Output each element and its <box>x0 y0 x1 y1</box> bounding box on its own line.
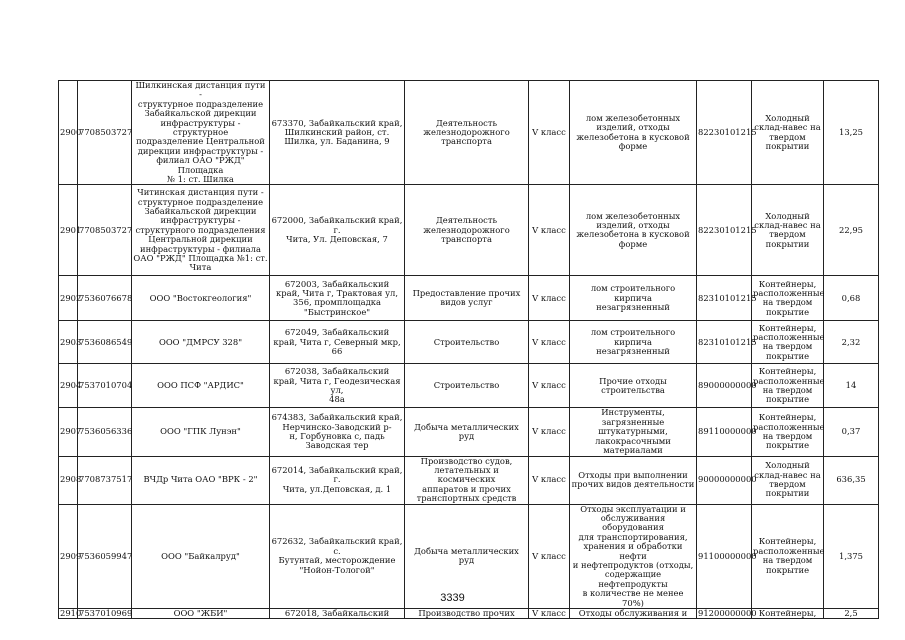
inn-cell: 7536059947 <box>78 504 132 608</box>
organization-cell: ООО ПСФ "АРДИС" <box>132 364 270 408</box>
amount-cell: 1,375 <box>824 504 879 608</box>
activity-cell: Предоставление прочих видов услуг <box>405 276 529 321</box>
storage-cell: Контейнеры, расположенные на твердом покрытие <box>752 321 824 364</box>
activity-cell: Строительство <box>405 321 529 364</box>
waste-code-cell: 82310101215 <box>697 321 752 364</box>
waste-code-cell: 90000000000 <box>697 456 752 504</box>
table-row <box>59 185 879 276</box>
storage-cell: Контейнеры, расположенные на твердом покрытие <box>752 276 824 321</box>
address-cell: 674383, Забайкальский край, Нерчинско-Заводский р- н, Горбуновка с, падь Заводская тер <box>270 408 405 456</box>
row-number: 2901 <box>59 185 78 276</box>
amount-cell: 22,95 <box>824 185 879 276</box>
organization-cell: ООО "ДМРСУ 328" <box>132 321 270 364</box>
storage-cell: Холодный склад-навес на твердом покрытии <box>752 456 824 504</box>
inn-cell: 7536056336 <box>78 408 132 456</box>
amount-cell: 14 <box>824 364 879 408</box>
hazard-class-cell: V класс <box>529 364 570 408</box>
hazard-class-cell: V класс <box>529 456 570 504</box>
table-row <box>59 276 879 321</box>
storage-cell: Контейнеры, <box>752 609 824 619</box>
activity-cell: Производство судов, летательных и космических аппаратов и прочих транспортных средств <box>405 456 529 504</box>
hazard-class-cell: V класс <box>529 504 570 608</box>
row-number: 2903 <box>59 321 78 364</box>
waste-code-cell: 82230101215 <box>697 81 752 185</box>
inn-cell: 7537010969 <box>79 608 133 618</box>
table-row <box>59 456 879 504</box>
activity-cell: Производство прочих <box>405 609 529 619</box>
storage-cell: Контейнеры, расположенные на твердом покрытие <box>752 364 824 408</box>
row-number: 2907 <box>59 408 78 456</box>
address-cell: 672014, Забайкальский край, г. Чита, ул.Деповская, д. 1 <box>270 456 405 504</box>
hazard-class-cell: V класс <box>529 408 570 456</box>
organization-cell: ООО "Востокгеология" <box>132 276 270 321</box>
table-row <box>59 408 879 456</box>
amount-cell: 2,32 <box>824 321 879 364</box>
inn-cell: 7536076678 <box>78 276 132 321</box>
organization-cell: Шилкинская дистанция пути - структурное подразделение Забайкальской дирекции инфраструктуры - структурное подразделение Центральной дирекции инфраструктуры - филиал ОАО "РЖД" Площадка № 1: ст. Шилка <box>132 81 270 185</box>
address-cell: 672003, Забайкальский край, Чита г, Трактовая ул, 356, промплощадка "Быстринское" <box>270 276 405 321</box>
waste-type-cell: лом железобетонных изделий, отходы железобетона в кусковой форме <box>570 81 697 185</box>
table-row <box>59 321 879 364</box>
amount-cell: 636,35 <box>824 456 879 504</box>
waste-code-cell: 82230101215 <box>697 185 752 276</box>
row-number: 2904 <box>59 364 78 408</box>
table-row <box>59 81 879 185</box>
organization-cell: ООО "Байкалруд" <box>132 504 270 608</box>
waste-type-cell: Отходы эксплуатации и обслуживания оборудования для транспортирования, хранения и обработки нефти и нефтепродуктов (отходы, содержащие нефтепродукты в количестве не менее 70%) <box>570 504 697 608</box>
row-number: 2902 <box>59 276 78 321</box>
row-number: 2909 <box>59 504 78 608</box>
hazard-class-cell: V класс <box>529 321 570 364</box>
address-cell: 672049, Забайкальский край, Чита г, Северный мкр, 66 <box>270 321 405 364</box>
address-cell: 672038, Забайкальский край, Чита г, Геодезическая ул, 48а <box>270 364 405 408</box>
row-number: 2900 <box>59 81 78 185</box>
waste-code-cell: 89110000000 <box>697 408 752 456</box>
storage-cell: Контейнеры, расположенные на твердом покрытие <box>752 408 824 456</box>
waste-code-cell: 89000000000 <box>697 364 752 408</box>
organization-cell: Читинская дистанция пути - структурное подразделение Забайкальской дирекции инфраструктуры - структурного подразделения Центральной дирекции инфраструктуры - филиала ОАО "РЖД" Площадка №1: ст. Чита <box>132 185 270 276</box>
waste-code-cell: 91200000000 <box>698 608 757 618</box>
hazard-class-cell: V класс <box>529 276 570 321</box>
waste-code-cell: 91100000000 <box>697 504 752 608</box>
organization-cell: ООО "ЖБИ" <box>132 609 270 619</box>
register-table <box>58 80 879 619</box>
activity-cell: Деятельность железнодорожного транспорта <box>405 81 529 185</box>
storage-cell: Холодный склад-навес на твердом покрытии <box>752 185 824 276</box>
activity-cell: Деятельность железнодорожного транспорта <box>405 185 529 276</box>
inn-cell: 7708503727 <box>78 185 132 276</box>
address-cell: 672000, Забайкальский край, г. Чита, Ул. Деповская, 7 <box>270 185 405 276</box>
waste-type-cell: Отходы при выполнении прочих видов деятельности <box>570 456 697 504</box>
activity-cell: Добыча металлических руд <box>405 504 529 608</box>
organization-cell: ВЧДр Чита ОАО "ВРК - 2" <box>132 456 270 504</box>
waste-type-cell: лом строительного кирпича незагрязненный <box>570 276 697 321</box>
hazard-class-cell: V класс <box>529 81 570 185</box>
amount-cell: 0,68 <box>824 276 879 321</box>
storage-cell: Контейнеры, расположенные на твердом покрытие <box>752 504 824 608</box>
activity-cell: Добыча металлических руд <box>405 408 529 456</box>
row-number: 2908 <box>59 456 78 504</box>
waste-type-cell: лом железобетонных изделий, отходы железобетона в кусковой форме <box>570 185 697 276</box>
address-cell: 673370, Забайкальский край, Шилкинский район, ст. Шилка, ул. Баданина, 9 <box>270 81 405 185</box>
waste-type-cell: Инструменты, загрязненные штукатурными, лакокрасочными материалами <box>570 408 697 456</box>
hazard-class-cell: V класс <box>529 609 570 619</box>
waste-type-cell: лом строительного кирпича незагрязненный <box>570 321 697 364</box>
address-cell: 672018, Забайкальский <box>270 609 405 619</box>
inn-cell: 7536086549 <box>78 321 132 364</box>
amount-cell: 2,5 <box>824 609 879 619</box>
waste-type-cell: Прочие отходы строительства <box>570 364 697 408</box>
row-number: 2910 <box>60 608 82 618</box>
hazard-class-cell: V класс <box>529 185 570 276</box>
activity-cell: Строительство <box>405 364 529 408</box>
amount-cell: 13,25 <box>824 81 879 185</box>
table-row <box>59 609 879 619</box>
table-row <box>59 364 879 408</box>
waste-code-cell: 82310101215 <box>697 276 752 321</box>
waste-type-cell: Отходы обслуживания и <box>570 609 697 619</box>
inn-cell: 7537010704 <box>78 364 132 408</box>
organization-cell: ООО "ГПК Лунэн" <box>132 408 270 456</box>
storage-cell: Холодный склад-навес на твердом покрытии <box>752 81 824 185</box>
inn-cell: 7708737517 <box>78 456 132 504</box>
address-cell: 672632, Забайкальский край, с. Бутунтай, месторождение "Нойон-Тологой" <box>270 504 405 608</box>
inn-cell: 7708503727 <box>78 81 132 185</box>
page-number: 3339 <box>440 592 465 604</box>
amount-cell: 0,37 <box>824 408 879 456</box>
